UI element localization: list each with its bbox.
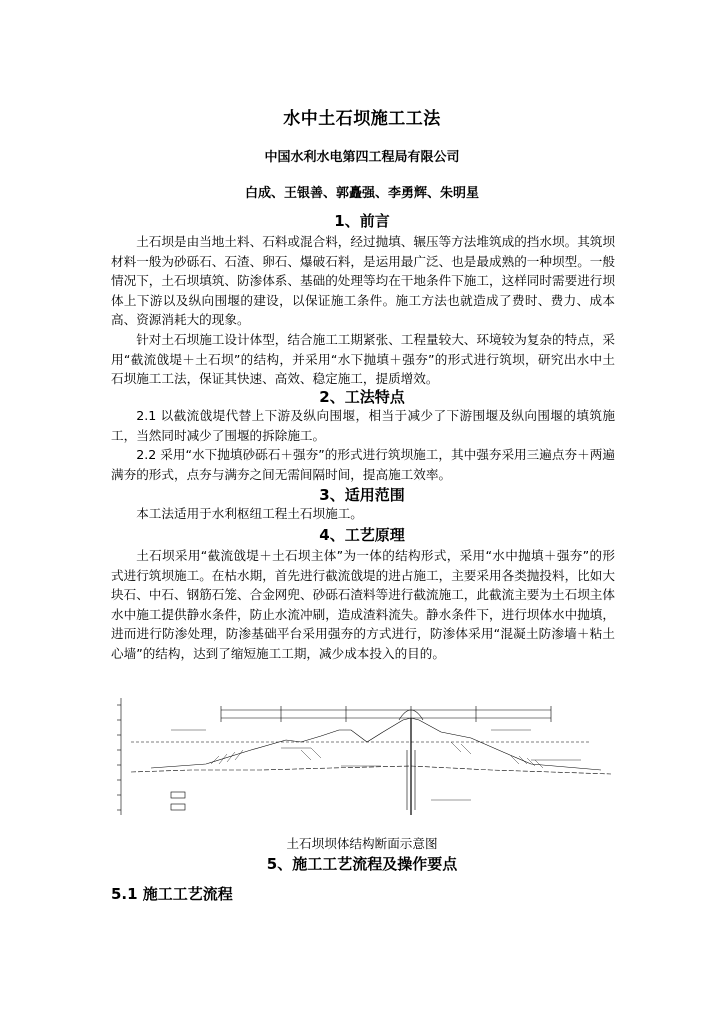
dimension-ticks xyxy=(221,706,551,722)
foundation-line xyxy=(131,766,611,774)
organization-name: 中国水利水电第四工程局有限公司 xyxy=(264,150,460,165)
section-1-paragraph-2: 针对土石坝施工设计体型，结合施工工期紧张、工程量较大、环境较为复杂的特点，采用“截流戗堤＋土石坝”的结构，并采用“水下抛填＋强夯”的形式进行筑坝，研究出水中土石坝施工工法，保证其快速、高效、稳定施工，提质增效。 xyxy=(111,332,615,387)
document-title: 水中土石坝施工工法 xyxy=(283,109,441,129)
legend-box-2 xyxy=(171,804,185,810)
subsection-heading-5-1: 5.1 施工工艺流程 xyxy=(111,885,233,903)
figure-caption: 土石坝坝体结构断面示意图 xyxy=(286,836,438,851)
section-heading-1: 1、前言 xyxy=(334,212,390,230)
section-1-paragraph-1: 土石坝是由当地土料、石料或混合料，经过抛填、辗压等方法堆筑成的挡水坝。其筑坝材料一般为砂砾石、石渣、卵石、爆破石料，是运用最广泛、也是最成熟的一种坝型。一般情况下，土石坝填筑、防渗体系、基础的处理等均在干地条件下施工，这样同时需要进行坝体上下游以及纵向围堰的建设，以保证施工条件。施工方法也就造成了费时、费力、成本高、资源消耗大的现象。 xyxy=(111,234,615,328)
legend-box-1 xyxy=(171,792,185,798)
annotation-leaders xyxy=(171,730,581,800)
dam-cross-section-drawing xyxy=(111,690,615,825)
section-2-paragraph-2: 2.2 采用“水下抛填砂砾石＋强夯”的形式进行筑坝施工，其中强夯采用三遍点夯＋两遍满夯的形式，点夯与满夯之间无需间隔时间，提高施工效率。 xyxy=(111,447,615,482)
section-heading-3: 3、适用范围 xyxy=(319,486,405,504)
section-heading-2: 2、工法特点 xyxy=(319,388,405,406)
section-2-paragraph-1: 2.1 以截流戗堤代替上下游及纵向围堰，相当于减少了下游围堰及纵向围堰的填筑施工，当然同时减少了围堰的拆除施工。 xyxy=(111,408,615,443)
slope-hatching xyxy=(211,742,543,768)
elevation-ticks xyxy=(117,705,121,810)
section-3-paragraph-1: 本工法适用于水利枢纽工程土石坝施工。 xyxy=(136,506,363,521)
section-4-paragraph-1: 土石坝采用“截流戗堤＋土石坝主体”为一体的结构形式，采用“水中抛填＋强夯”的形式进行筑坝施工。在枯水期，首先进行截流戗堤的进占施工，主要采用各类抛投料，比如大块石、中石、钢筋石笼、合金网兜、砂砾石渣料等进行截流施工，此截流主要为土石坝主体水中施工提供静水条件，防止水流冲刷，造成渣料流失。静水条件下，进行坝体水中抛填，进而进行防渗处理，防渗基础平台采用强夯的方式进行，防渗体采用“混凝土防渗墙＋粘土心墙”的结构，达到了缩短施工工期，减少成本投入的目的。 xyxy=(111,548,615,661)
section-heading-5: 5、施工工艺流程及操作要点 xyxy=(266,855,458,873)
section-heading-4: 4、工艺原理 xyxy=(319,526,405,544)
author-list: 白成、王银善、郭矗强、李勇辉、朱明星 xyxy=(244,186,479,201)
dam-profile-line xyxy=(151,718,601,770)
